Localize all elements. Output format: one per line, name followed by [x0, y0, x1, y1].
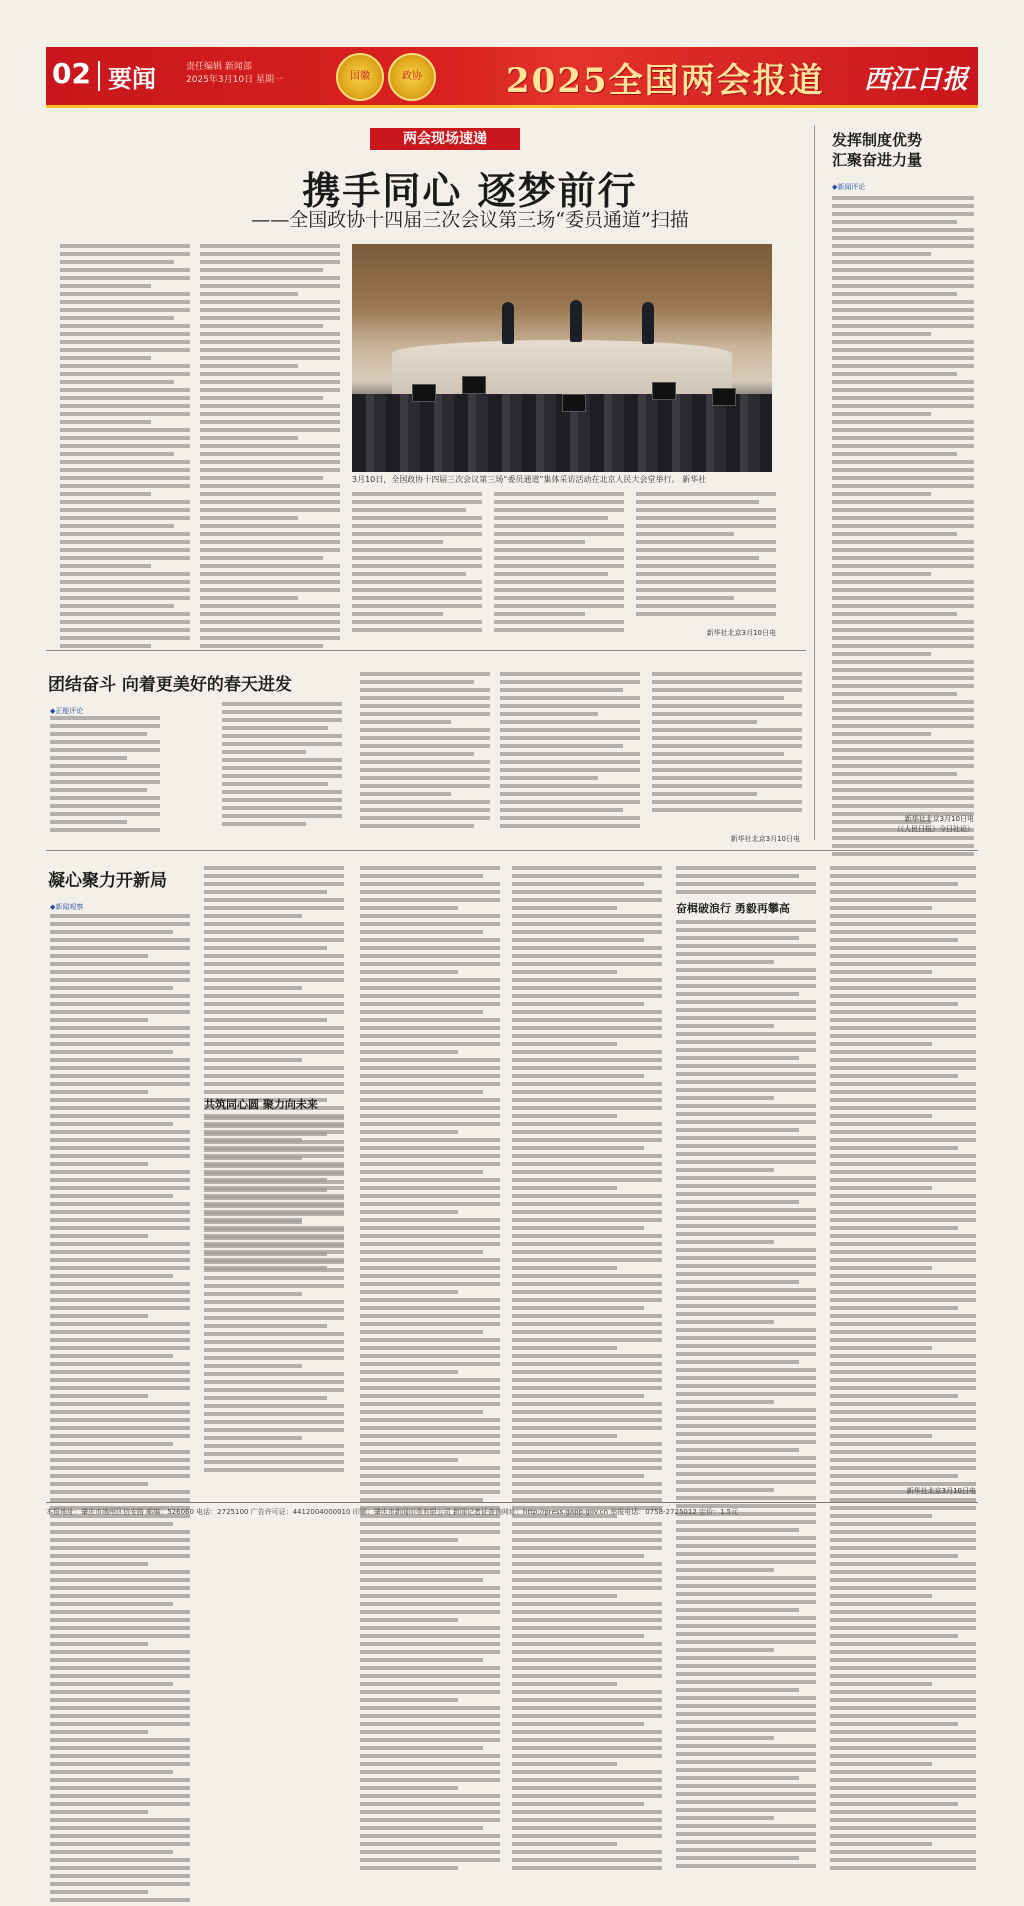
newspaper-logo: 西江日报: [863, 65, 968, 95]
masthead-banner: [46, 47, 978, 108]
right-byline: ◆新闻评论: [832, 183, 866, 191]
mid-column-5: [652, 672, 802, 816]
bottom-column-1: [50, 914, 190, 1906]
right-column-body: [832, 196, 974, 860]
divider-1: [46, 650, 806, 651]
lead-subheadline: ——全国政协十四届三次会议第三场“委员通道”扫描: [251, 209, 689, 231]
right-headline-line-2: 汇聚奋进力量: [832, 151, 923, 169]
date-line: 2025年3月10日 星期一: [186, 75, 283, 85]
bottom-subheading-1: 共筑同心圆 聚力向未来: [204, 1098, 318, 1111]
editor-line: 责任编辑 新闻部: [186, 62, 252, 72]
lead-column-3: [352, 492, 482, 636]
right-credit-line-1: 新华社北京3月10日电: [904, 815, 974, 823]
mid-column-3: [360, 672, 490, 832]
lead-column-5: [636, 492, 776, 620]
mid-column-2: [222, 702, 342, 830]
lead-headline: 携手同心 逐梦前行: [302, 168, 638, 213]
mid-credit: 新华社北京3月10日电: [730, 835, 800, 843]
right-headline-line-1: 发挥制度优势: [832, 131, 923, 149]
lead-photo: [352, 244, 772, 472]
masthead-divider: [98, 61, 100, 91]
lead-column-4: [494, 492, 624, 636]
mid-column-1: [50, 716, 160, 836]
page-footer: 本报地址：肇庆市端州区信安路 邮编：526060 电话：2725100 广告许可证：4412004000010 印刷：肇庆市新闻印务有限公司 新闻记者证查询网址：http://press.gapp.gov.cn 举报电话：0758-2725012 定价：1.5元: [46, 1502, 978, 1521]
bottom-headline: 凝心聚力开新局: [48, 871, 167, 891]
photo-caption: 3月10日，全国政协十四届三次会议第三场“委员通道”集体采访活动在北京人民大会堂举行。 新华社: [352, 475, 707, 484]
bottom-column-2b: [204, 1116, 344, 1476]
section-tag: 两会现场速递: [370, 128, 520, 150]
lead-credit: 新华社北京3月10日电: [706, 629, 776, 637]
vertical-divider: [814, 125, 815, 840]
bottom-byline: ◆新闻观察: [50, 903, 84, 911]
bottom-column-6: [830, 866, 976, 1874]
cppcc-emblem-icon: 政协: [388, 53, 436, 101]
bottom-column-3: [360, 866, 500, 1874]
bottom-column-5b: [676, 920, 816, 1872]
right-credit: [830, 814, 974, 834]
bottom-subheading-2: 奋楫破浪行 勇毅再攀高: [676, 902, 790, 915]
bottom-credit: 新华社北京3月10日电: [906, 1487, 976, 1495]
mid-headline: 团结奋斗 向着更美好的春天进发: [48, 675, 292, 695]
right-credit-line-2: （《人民日报》今日社论）: [893, 825, 974, 833]
bottom-column-5: [676, 866, 816, 898]
mid-byline: ◆正能评论: [50, 707, 84, 715]
masthead-meta: [186, 61, 336, 87]
divider-2: [46, 850, 978, 851]
banner-title: 2025全国两会报道: [506, 61, 825, 101]
lead-column-1: [60, 244, 190, 652]
bottom-column-4: [512, 866, 662, 1874]
mid-column-4: [500, 672, 640, 832]
section-name: 要闻: [108, 64, 156, 93]
right-headline: [832, 130, 922, 170]
page-number: 02: [52, 57, 91, 90]
national-emblem-icon: 国徽: [336, 53, 384, 101]
lead-column-2: [200, 244, 340, 652]
